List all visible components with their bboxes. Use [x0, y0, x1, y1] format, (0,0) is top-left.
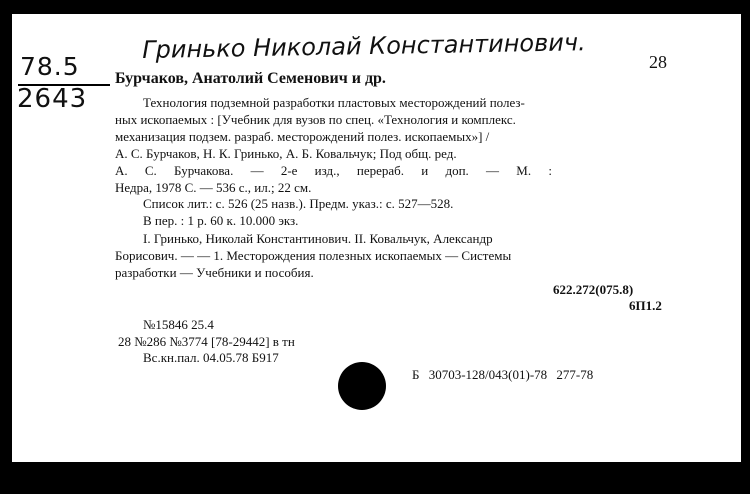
tracings-line: Борисович. — — 1. Месторождения полезных ископаемых — Системы	[115, 248, 512, 263]
description-line: Недра, 1978 С. — 536 с., ил.; 22 см.	[115, 180, 312, 195]
tracings-line: разработки — Учебники и пособия.	[115, 265, 314, 280]
description-line: А. С. Бурчаков, Н. К. Гринько, А. Б. Ковальчук; Под общ. ред.	[115, 146, 457, 161]
tracings-line: I. Гринько, Николай Константинович. II. Ковальчук, Александр	[143, 231, 493, 246]
registry-line: №15846 25.4	[143, 317, 214, 332]
description-line: А. С. Бурчакова. — 2-е изд., перераб. и доп. — М. :	[115, 163, 552, 178]
classification-bbk: 6П1.2	[629, 298, 662, 313]
scan-border-left	[0, 0, 12, 494]
publisher-code: Б 30703-128/043(01)-78 277-78	[412, 367, 594, 382]
registry-line: Вс.кн.пал. 04.05.78 Б917	[143, 350, 279, 365]
call-number-top: 78.5	[20, 52, 80, 81]
description-line: ных ископаемых : [Учебник для вузов по спец. «Технология и комплекс.	[115, 112, 516, 127]
notes-line: Список лит.: с. 526 (25 назв.). Предм. указ.: с. 527—528.	[143, 196, 454, 211]
description-line: Технология подземной разработки пластовых месторождений полез-	[143, 95, 525, 110]
punch-hole	[338, 362, 386, 410]
registry-line: 28 №286 №3774 [78-29442] в тн	[118, 334, 295, 349]
classification-udc: 622.272(075.8)	[553, 282, 634, 297]
description-line: механизация подзем. разраб. месторождений полез. ископаемых»] /	[115, 129, 490, 144]
corner-number: 28	[649, 52, 667, 72]
call-number-bottom: 2643	[17, 84, 88, 114]
scan-border-bottom	[0, 462, 750, 494]
catalog-card	[12, 14, 741, 462]
notes-line: В пер. : 1 р. 60 к. 10.000 экз.	[143, 213, 299, 228]
handwritten-author-name: Гринько Николай Константинович.	[142, 28, 586, 64]
card-heading: Бурчаков, Анатолий Семенович и др.	[115, 70, 386, 87]
